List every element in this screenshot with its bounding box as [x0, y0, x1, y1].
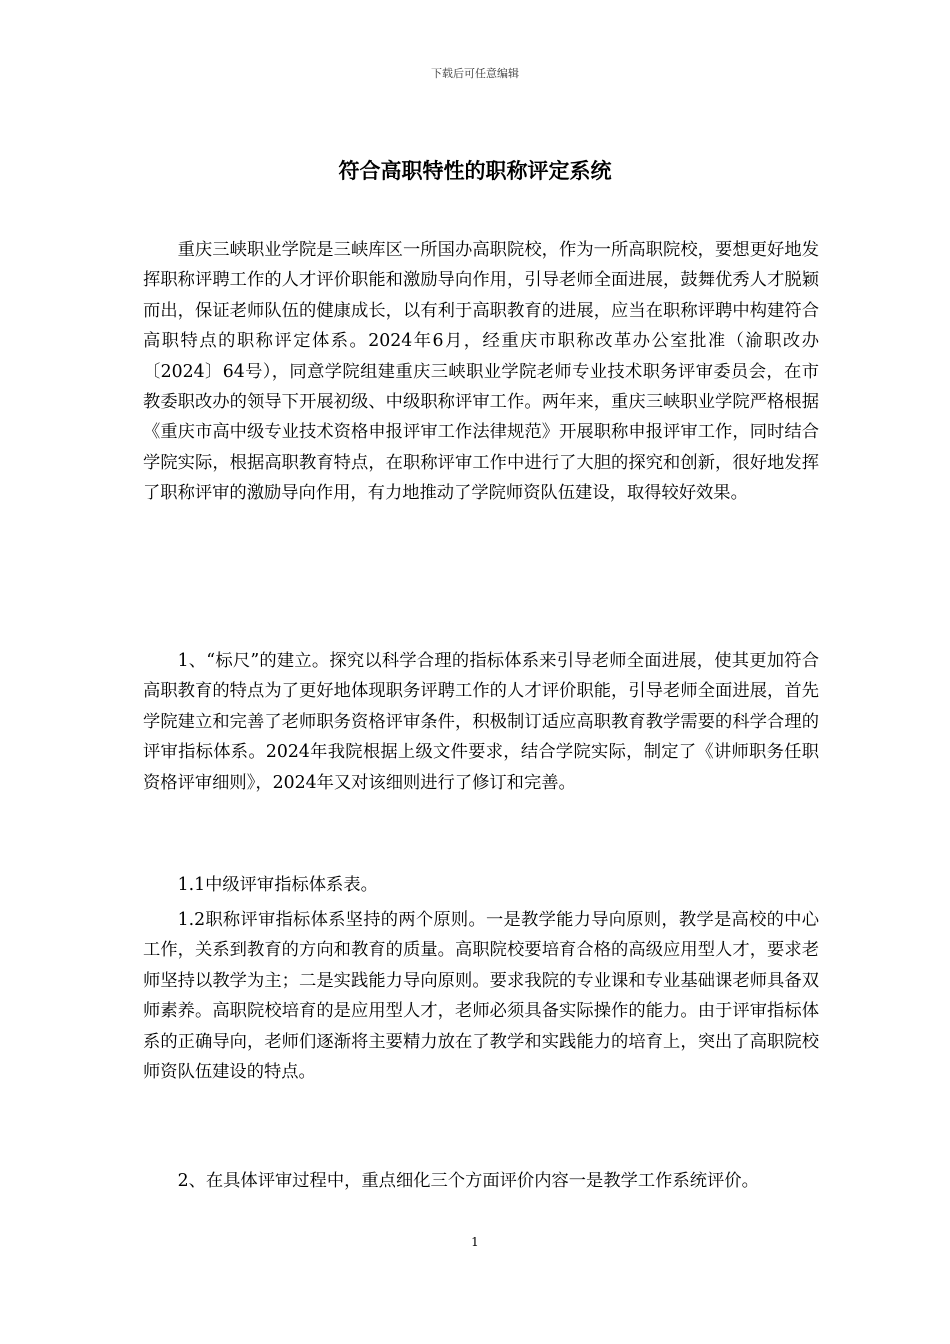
paragraph-section-1: 1、“标尺”的建立。探究以科学合理的指标体系来引导老师全面进展，使其更加符合高职教育的特点为了更好地体现职务评聘工作的人才评价职能，引导老师全面进展，首先学院建立和完善了老师职务资格评审条件，积极制订适应高职教育教学需要的科学合理的评审指标体系。2024年我院根据上级文件要求，结合学院实际，制定了《讲师职务任职资格评审细则》，2024年又对该细则进行了修订和完善。: [143, 651, 819, 793]
page-header-note: 下载后可任意编辑: [431, 67, 519, 80]
document-title: 符合高职特性的职称评定系统: [338, 159, 612, 183]
paragraph-section-1-2: 1.2职称评审指标体系坚持的两个原则。一是教学能力导向原则，教学是高校的中心工作，关系到教育的方向和教育的质量。高职院校要培育合格的高级应用型人才，要求老师坚持以教学为主；二是实践能力导向原则。要求我院的专业课和专业基础课老师具备双师素养。高职院校培育的是应用型人才，老师必须具备实际操作的能力。由于评审指标体系的正确导向，老师们逐渐将主要精力放在了教学和实践能力的培育上，突出了高职院校师资队伍建设的特点。: [143, 910, 819, 1083]
paragraph-intro: 重庆三峡职业学院是三峡库区一所国办高职院校，作为一所高职院校，要想更好地发挥职称评聘工作的人才评价职能和激励导向作用，引导老师全面进展，鼓舞优秀人才脱颖而出，保证老师队伍的健康成长，以有利于高职教育的进展，应当在职称评聘中构建符合高职特点的职称评定体系。2024年6月，经重庆市职称改革办公室批准（渝职改办〔2024〕64号），同意学院组建重庆三峡职业学院老师专业技术职务评审委员会，在市教委职改办的领导下开展初级、中级职称评审工作。两年来，重庆三峡职业学院严格根据《重庆市高中级专业技术资格申报评审工作法律规范》开展职称申报评审工作，同时结合学院实际，根据高职教育特点，在职称评审工作中进行了大胆的探究和创新，很好地发挥了职称评审的激励导向作用，有力地推动了学院师资队伍建设，取得较好效果。: [143, 240, 819, 504]
paragraph-section-2: 2、在具体评审过程中，重点细化三个方面评价内容一是教学工作系统评价。: [177, 1171, 759, 1191]
page-number: 1: [471, 1235, 479, 1249]
paragraph-section-1-1: 1.1中级评审指标体系表。: [177, 875, 378, 895]
